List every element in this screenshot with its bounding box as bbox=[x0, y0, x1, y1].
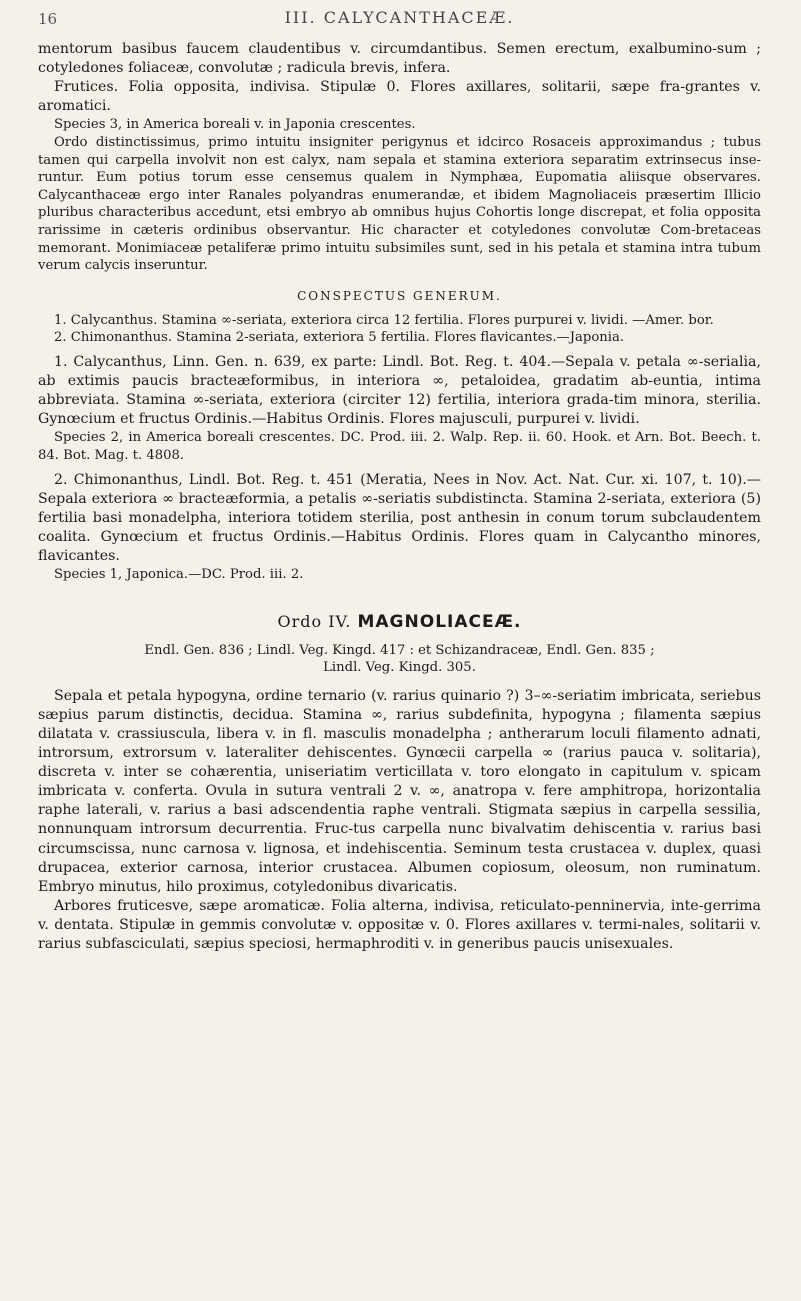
page-number: 16 bbox=[38, 10, 58, 28]
ordo-heading-prefix: Ordo IV. bbox=[277, 611, 352, 631]
genus-chimonanthus-species: Species 1, Japonica.—DC. Prod. iii. 2. bbox=[54, 567, 304, 583]
intro-paragraph: mentorum basibus faucem claudentibus v. circumdantibus. Semen erectum, exalbumino-sum ; cotyledones foliaceæ, convolutæ ; radicula brevis, infera. bbox=[38, 41, 761, 77]
ordo-references-line2: Lindl. Veg. Kingd. 305. bbox=[323, 660, 476, 676]
page-header bbox=[38, 0, 761, 40]
ordo-references-line1: Endl. Gen. 836 ; Lindl. Veg. Kingd. 417 : et Schizandraceæ, Endl. Gen. 835 ; bbox=[144, 642, 655, 658]
running-title: III. CALYCANTHACEÆ. bbox=[284, 8, 515, 27]
magnoliaceae-habit: Arbores fruticesve, sæpe aromaticæ. Folia alterna, indivisa, reticulato-penninervia, inte-gerrima v. dentata. Stipulæ in gemmis convolutæ v. oppositæ v. 0. Flores axillares v. termi-nales, solitarii v. rarius subfasciculati, sæpius speciosi, hermaphroditi v. in generibus paucis unisexuales. bbox=[38, 897, 761, 953]
conspectus-item-2: 2. Chimonanthus. Stamina 2-seriata, exteriora 5 fertilia. Flores flavicantes.—Japonia. bbox=[54, 330, 625, 346]
ordo-heading bbox=[38, 612, 761, 632]
magnoliaceae-description: Sepala et petala hypogyna, ordine ternario (v. rarius quinario ?) 3–∞-seriatim imbricata, seriebus sæpius parum distinctis, decidua. Stamina ∞, rarius subdefinita, hypogyna ; filamenta sæpius dilatata v. crassiuscula, libera v. in fl. masculis monadelpha ; antherarum loculi filamento adnati, introrsum, extrorsum v. lateraliter dehiscentes. Gynœcii carpella ∞ (rarius pauca v. solitaria), discreta v. inter se cohærentia, uniseriatim verticillata v. toro elongato in capitulum v. spicam imbricata v. conferta. Ovula in sutura ventrali 2 v. ∞, anatropa v. fere amphitropa, horizontalia raphe laterali, v. rarius a basi adscendentia raphe ventrali. Stigmata sæpius in carpella sessilia, nonnunquam introrsum decurrentia. Fruc-tus carpella nunc bivalvatim dehiscentia v. rarius basi circumscissa, nunc carnosa v. lignosa, et indehiscentia. Seminum testa crustacea v. duplex, quasi drupacea, exterior carnosa, interior crustacea. Albumen copiosum, oleosum, non ruminatum. Embryo minutus, hilo proximus, cotyledonibus divaricatis. bbox=[38, 687, 761, 895]
conspectus-item-1: 1. Calycanthus. Stamina ∞-seriata, exteriora circa 12 fertilia. Flores purpurei v. lividi. —Amer. bor. bbox=[54, 312, 714, 328]
genus-calycanthus-species: Species 2, in America boreali crescentes. DC. Prod. iii. 2. Walp. Rep. ii. 60. Hook. et Arn. Bot. Beech. t. 84. Bot. Mag. t. 4808. bbox=[38, 430, 761, 463]
conspectus-title: CONSPECTUS GENERUM. bbox=[297, 288, 502, 303]
ordo-note: Ordo distinctissimus, primo intuitu insigniter perigynus et idcirco Rosaceis approximandus ; tubus tamen qui carpella involvit non est calyx, nam sepala et stamina exteriora separatim extrinsecus inse-runtur. Eum potius torum esse censemus qualem in Nymphæa, Eupomatia aliisque observares. Calycanthaceæ ergo inter Ranales polyandras enumerandæ, et ibidem Magnoliaceis præsertim Illicio pluribus characteribus accedunt, etsi embryo ab omnibus hujus Cohortis longe discrepat, et folia opposita rarissime in cæteris ordinibus observantur. Hic character et cotyledones convolutæ Com-bretaceas memorant. Monimiaceæ petaliferæ primo intuitu subsimiles sunt, sed in his petala et stamina intra tubum verum calycis inseruntur. bbox=[38, 134, 761, 274]
genus-chimonanthus: 2. Chimonanthus, Lindl. Bot. Reg. t. 451 (Meratia, Nees in Nov. Act. Nat. Cur. xi. 107, t. 10).—Sepala exteriora ∞ bracteæformia, a petalis ∞-seriatis subdistincta. Stamina 2-seriata, exteriora (5) fertilia basi monadelpha, interiora totidem sterilia, post anthesin in conum torum subclaudentem coalita. Gynœcium et fructus Ordinis.—Habitus Ordinis. Flores quam in Calycantho minores, flavicantes. bbox=[38, 471, 761, 564]
ordo-heading-name: MAGNOLIACEÆ. bbox=[357, 611, 522, 632]
frutices-paragraph: Frutices. Folia opposita, indivisa. Stipulæ 0. Flores axillares, solitarii, sæpe fra-grantes v. aromatici. bbox=[38, 79, 761, 115]
species-note: Species 3, in America boreali v. in Japonia crescentes. bbox=[54, 117, 416, 133]
genus-calycanthus: 1. Calycanthus, Linn. Gen. n. 639, ex parte: Lindl. Bot. Reg. t. 404.—Sepala v. petala ∞-serialia, ab extimis paucis bracteæformibus, in interiora ∞, petaloidea, gradatim ab-euntia, intima abbreviata. Stamina ∞-seriata, exteriora (circiter 12) fertilia, interiora grada-tim minora, sterilia. Gynœcium et fructus Ordinis.—Habitus Ordinis. Flores majusculi, purpurei v. lividi. bbox=[38, 354, 761, 428]
